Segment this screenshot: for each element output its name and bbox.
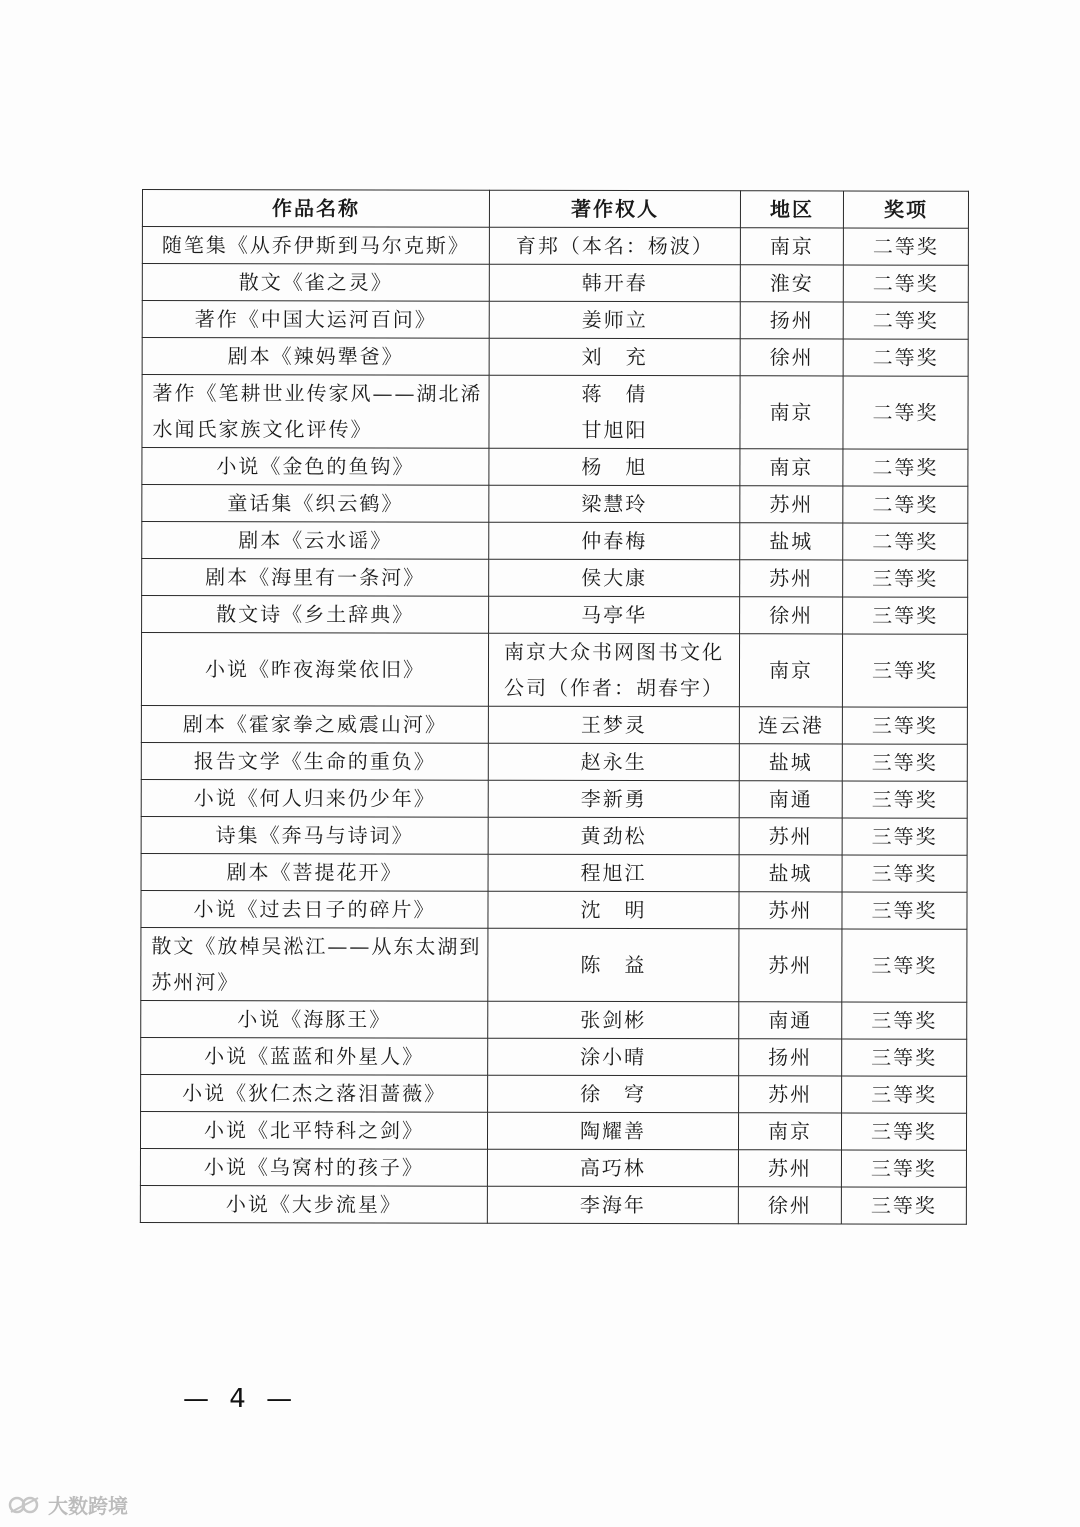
table-row <box>141 890 967 929</box>
column-header-title: 作品名称 <box>142 190 489 228</box>
cell-region: 苏州 <box>739 892 842 929</box>
column-header-award: 奖项 <box>843 191 968 228</box>
cell-award: 三等奖 <box>842 781 967 818</box>
table-row <box>141 1000 967 1039</box>
cell-author <box>488 891 739 929</box>
cell-title <box>142 596 489 634</box>
cell-region: 苏州 <box>739 1076 842 1113</box>
cell-title <box>141 927 488 1001</box>
cell-region: 南京 <box>740 376 843 449</box>
cell-award: 三等奖 <box>841 1113 966 1150</box>
cell-title <box>142 559 489 597</box>
cell-author-line: 王梦灵 <box>580 712 647 738</box>
cell-author <box>488 743 739 781</box>
cell-author <box>489 559 740 597</box>
cell-title-line: 小说《何人归来仍少年》 <box>193 786 436 811</box>
cell-author <box>488 706 739 744</box>
cell-title-line: 散文《雀之灵》 <box>238 270 393 295</box>
cell-title <box>141 890 488 928</box>
cell-title <box>142 338 489 376</box>
cell-author-line: 徐 穹 <box>580 1081 647 1107</box>
cell-region: 扬州 <box>740 302 843 339</box>
cell-region: 淮安 <box>740 265 843 302</box>
cell-author-line: 梁慧玲 <box>581 491 648 517</box>
cell-title <box>140 1148 487 1186</box>
table-row <box>142 596 968 635</box>
cell-award: 三等奖 <box>842 1039 967 1076</box>
cell-title <box>141 705 488 743</box>
cell-author-line: 仲春梅 <box>581 528 648 554</box>
cell-title <box>142 264 489 302</box>
cell-region: 南京 <box>739 634 842 707</box>
cell-author <box>488 1075 739 1113</box>
table-row <box>140 1185 966 1224</box>
table-row <box>141 705 967 744</box>
cell-award: 三等奖 <box>841 1187 966 1224</box>
table-row <box>141 742 967 781</box>
cell-author-line: 侯大康 <box>581 565 648 591</box>
cell-author-line: 黄劲松 <box>580 823 647 849</box>
watermark-text: 大数跨境 <box>48 1494 128 1518</box>
cell-title <box>142 301 489 339</box>
cell-author-line: 程旭江 <box>580 860 647 886</box>
cell-region: 扬州 <box>739 1039 842 1076</box>
cell-author-line: 杨 旭 <box>581 454 648 480</box>
cell-author <box>488 928 739 1002</box>
cell-author <box>489 485 740 523</box>
cell-title-line: 小说《蓝蓝和外星人》 <box>204 1044 425 1069</box>
cell-title <box>142 375 489 449</box>
cell-author <box>487 1149 738 1187</box>
cell-author <box>488 780 739 818</box>
cell-author-line: 张剑彬 <box>580 1007 647 1033</box>
table-row <box>142 301 968 340</box>
cell-title-line: 水闻氏家族文化评传》 <box>152 417 373 442</box>
cell-title <box>141 633 488 707</box>
cell-title-line: 苏州河》 <box>151 970 240 995</box>
cell-author <box>488 1001 739 1039</box>
cell-author-line: 赵永生 <box>580 749 647 775</box>
cell-author <box>489 264 740 302</box>
cell-region: 苏州 <box>738 1150 841 1187</box>
cell-author-line: 李新勇 <box>580 786 647 812</box>
cell-title-line: 小说《昨夜海棠依旧》 <box>204 657 426 682</box>
table-row <box>142 559 968 598</box>
cell-author <box>488 1038 739 1076</box>
cell-region: 盐城 <box>740 523 843 560</box>
cell-author <box>489 522 740 560</box>
cell-title-line: 报告文学《生命的重负》 <box>193 749 436 774</box>
cell-award: 二等奖 <box>843 265 968 302</box>
cell-author <box>488 854 739 892</box>
cell-title-line: 著作《笔耕世业传家风——湖北浠 <box>152 381 483 406</box>
cell-title-line: 童话集《织云鹤》 <box>227 491 404 516</box>
cell-award: 三等奖 <box>842 929 967 1002</box>
cell-author-line: 涂小晴 <box>580 1044 647 1070</box>
cell-author <box>488 633 739 707</box>
cell-title <box>142 522 489 560</box>
cell-author <box>487 1186 738 1224</box>
cell-author-line: 公司（作者：胡春宇） <box>503 675 724 701</box>
cell-title-line: 小说《海豚王》 <box>237 1007 392 1032</box>
watermark <box>8 1490 128 1519</box>
cell-title <box>141 779 488 817</box>
cell-title-line: 剧本《菩提花开》 <box>226 860 403 885</box>
table-row <box>142 522 968 561</box>
cell-title-line: 剧本《云水谣》 <box>238 528 393 553</box>
cell-title-line: 剧本《辣妈犟爸》 <box>227 344 404 369</box>
cell-award: 二等奖 <box>843 302 968 339</box>
table-body <box>140 227 968 1225</box>
cell-author <box>489 338 740 376</box>
cell-title-line: 小说《大步流星》 <box>225 1192 402 1217</box>
cell-region: 徐州 <box>738 1187 841 1224</box>
cell-title-line: 随笔集《从乔伊斯到马尔克斯》 <box>161 233 470 258</box>
cell-region: 徐州 <box>740 597 843 634</box>
cell-author-line: 马亭华 <box>581 602 648 628</box>
cell-title-line: 散文《放棹吴淞江——从东太湖到 <box>151 934 482 959</box>
cell-title-line: 剧本《海里有一条河》 <box>205 565 426 590</box>
column-header-author: 著作权人 <box>489 190 740 228</box>
cell-author <box>489 375 740 449</box>
cell-award: 三等奖 <box>842 744 967 781</box>
table-row <box>140 1148 966 1187</box>
cell-award: 三等奖 <box>842 707 967 744</box>
cell-title <box>142 485 489 523</box>
cell-author-line: 李海年 <box>579 1192 646 1218</box>
cell-region: 盐城 <box>739 744 842 781</box>
cell-title <box>141 1037 488 1075</box>
cell-award: 三等奖 <box>842 1002 967 1039</box>
cell-region: 南京 <box>740 449 843 486</box>
cell-author <box>488 817 739 855</box>
table-row <box>141 853 967 892</box>
cell-title <box>141 1074 488 1112</box>
table-row <box>141 927 967 1002</box>
cell-region: 南京 <box>738 1113 841 1150</box>
cell-author-line: 育邦（本名：杨波） <box>515 233 714 259</box>
cell-award: 二等奖 <box>843 376 968 449</box>
cell-award: 三等奖 <box>842 634 967 707</box>
cell-region: 苏州 <box>739 929 842 1002</box>
column-header-region: 地区 <box>740 191 843 228</box>
cell-award: 三等奖 <box>841 1150 966 1187</box>
cell-award: 二等奖 <box>843 486 968 523</box>
cell-title-line: 著作《中国大运河百问》 <box>194 307 437 332</box>
cell-author-line: 韩开春 <box>581 270 648 296</box>
table-row <box>142 375 968 450</box>
cell-region: 苏州 <box>740 486 843 523</box>
cell-title-line: 剧本《霍家拳之威震山河》 <box>182 712 447 737</box>
table-header-row <box>142 190 968 229</box>
cell-title-line: 小说《过去日子的碎片》 <box>193 897 436 922</box>
cell-author-line: 姜师立 <box>581 307 648 333</box>
cell-title <box>141 853 488 891</box>
cell-award: 二等奖 <box>843 339 968 376</box>
cell-region: 苏州 <box>740 560 843 597</box>
cell-region: 徐州 <box>740 339 843 376</box>
cell-author-line: 刘 充 <box>581 344 648 370</box>
cell-award: 三等奖 <box>843 597 968 634</box>
cell-award: 三等奖 <box>842 892 967 929</box>
cell-title <box>141 816 488 854</box>
cell-author <box>487 1112 738 1150</box>
cell-title-line: 散文诗《乡土辞典》 <box>216 602 415 627</box>
cell-author-line: 沈 明 <box>580 897 647 923</box>
cell-title <box>140 1185 487 1223</box>
cell-title <box>142 448 489 486</box>
table-row <box>141 1074 967 1113</box>
cell-award: 二等奖 <box>843 523 968 560</box>
table-row <box>141 779 967 818</box>
table-row <box>140 1111 966 1150</box>
cell-award: 三等奖 <box>842 818 967 855</box>
cell-title-line: 小说《狄仁杰之落泪蔷薇》 <box>182 1081 447 1106</box>
cell-award: 三等奖 <box>843 560 968 597</box>
cell-author <box>489 301 740 339</box>
cell-title-line: 小说《乌窝村的孩子》 <box>203 1155 424 1180</box>
table-row <box>142 448 968 487</box>
cell-author-line: 陈 益 <box>580 952 647 978</box>
brand-logo-icon <box>8 1494 42 1516</box>
cell-author-line: 陶耀善 <box>580 1118 647 1144</box>
table-row <box>142 264 968 303</box>
cell-title-line: 小说《金色的鱼钩》 <box>216 454 415 479</box>
cell-title-line: 小说《北平特科之剑》 <box>204 1118 425 1143</box>
cell-region: 南通 <box>739 1002 842 1039</box>
cell-author <box>489 227 740 265</box>
awards-table <box>140 189 969 1225</box>
page-number: — 4 — <box>183 1384 299 1414</box>
cell-author <box>489 596 740 634</box>
cell-region: 连云港 <box>739 707 842 744</box>
table-row <box>142 227 968 266</box>
table-row <box>141 816 967 855</box>
table-row <box>142 338 968 377</box>
cell-region: 盐城 <box>739 855 842 892</box>
cell-author-line: 蒋 倩 <box>581 381 648 407</box>
cell-title <box>140 1111 487 1149</box>
cell-region: 南京 <box>740 228 843 265</box>
table-row <box>141 633 967 708</box>
table-row <box>142 485 968 524</box>
cell-author-line: 甘旭阳 <box>581 417 648 443</box>
cell-author <box>489 448 740 486</box>
cell-title <box>141 1000 488 1038</box>
cell-region: 苏州 <box>739 818 842 855</box>
cell-title-line: 诗集《奔马与诗词》 <box>215 823 414 848</box>
cell-award: 三等奖 <box>842 855 967 892</box>
cell-award: 三等奖 <box>842 1076 967 1113</box>
table-row <box>141 1037 967 1076</box>
cell-region: 南通 <box>739 781 842 818</box>
cell-title <box>142 227 489 265</box>
cell-award: 二等奖 <box>843 228 968 265</box>
cell-title <box>141 742 488 780</box>
cell-author-line: 高巧林 <box>579 1155 646 1181</box>
cell-author-line: 南京大众书网图书文化 <box>504 639 725 665</box>
cell-award: 二等奖 <box>843 449 968 486</box>
